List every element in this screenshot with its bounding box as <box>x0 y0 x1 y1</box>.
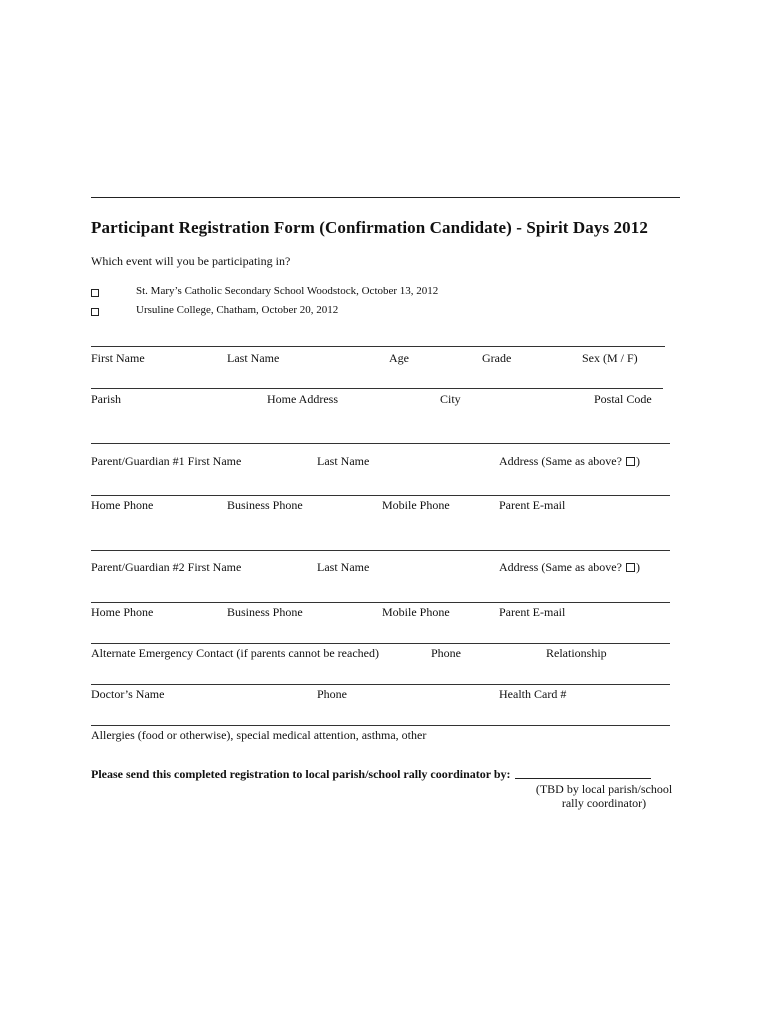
parent2-first-name-label: Parent/Guardian #2 First Name <box>91 560 242 574</box>
event-option-chatham: Ursuline College, Chatham, October 20, 2012 <box>136 304 339 316</box>
parent1-email-label: Parent E-mail <box>499 498 566 512</box>
emergency-contact-label: Alternate Emergency Contact (if parents cannot be reached) <box>91 646 379 660</box>
parent2-same-address-checkbox[interactable] <box>626 563 635 572</box>
event-question: Which event will you be participating in? <box>91 254 291 268</box>
parent2-email-label: Parent E-mail <box>499 605 566 619</box>
parent1-address-prefix: Address (Same as above? <box>499 454 622 468</box>
parish-label: Parish <box>91 392 121 406</box>
send-instruction-text: Please send this completed registration to local parish/school rally coordinator by: <box>91 767 511 781</box>
parent1-last-name-label: Last Name <box>317 454 370 468</box>
postal-code-label: Postal Code <box>594 392 652 406</box>
health-card-label: Health Card # <box>499 687 567 701</box>
top-rule <box>91 197 680 198</box>
parent1-address-label <box>499 454 640 469</box>
deadline-blank[interactable] <box>515 768 651 779</box>
parent2-phone-line[interactable] <box>91 602 670 603</box>
parent2-address-prefix: Address (Same as above? <box>499 560 622 574</box>
parent1-first-name-label: Parent/Guardian #1 First Name <box>91 454 242 468</box>
send-instruction <box>91 767 651 782</box>
parent2-address-suffix: ) <box>635 560 640 574</box>
doctor-line[interactable] <box>91 684 670 685</box>
parent2-home-phone-label: Home Phone <box>91 605 154 619</box>
form-title: Participant Registration Form (Confirmation Candidate) - Spirit Days 2012 <box>91 218 648 237</box>
event-checkbox-chatham[interactable] <box>91 308 99 316</box>
parent1-home-phone-label: Home Phone <box>91 498 154 512</box>
event-option-woodstock: St. Mary’s Catholic Secondary School Woodstock, October 13, 2012 <box>136 285 439 297</box>
age-label: Age <box>389 351 409 365</box>
name-row-line[interactable] <box>91 346 665 347</box>
parent1-business-phone-label: Business Phone <box>227 498 303 512</box>
grade-label: Grade <box>482 351 512 365</box>
city-label: City <box>440 392 461 406</box>
parent1-same-address-checkbox[interactable] <box>626 457 635 466</box>
parent2-business-phone-label: Business Phone <box>227 605 303 619</box>
tbd-note-line2: rally coordinator) <box>561 796 647 810</box>
last-name-label: Last Name <box>227 351 280 365</box>
tbd-note <box>528 782 680 810</box>
sex-label: Sex (M / F) <box>582 351 638 365</box>
doctor-phone-label: Phone <box>317 687 347 701</box>
parent2-last-name-label: Last Name <box>317 560 370 574</box>
parent1-name-line[interactable] <box>91 443 670 444</box>
address-row-line[interactable] <box>91 388 663 389</box>
parent1-address-suffix: ) <box>635 454 640 468</box>
doctor-name-label: Doctor’s Name <box>91 687 165 701</box>
relationship-label: Relationship <box>546 646 607 660</box>
event-checkbox-woodstock[interactable] <box>91 289 99 297</box>
parent2-address-label <box>499 560 640 575</box>
emergency-line[interactable] <box>91 643 670 644</box>
parent2-name-line[interactable] <box>91 550 670 551</box>
tbd-note-line1: (TBD by local parish/school <box>535 782 673 796</box>
parent1-phone-line[interactable] <box>91 495 670 496</box>
allergies-label: Allergies (food or otherwise), special medical attention, asthma, other <box>91 728 427 742</box>
parent1-mobile-phone-label: Mobile Phone <box>382 498 450 512</box>
home-address-label: Home Address <box>267 392 338 406</box>
parent2-mobile-phone-label: Mobile Phone <box>382 605 450 619</box>
first-name-label: First Name <box>91 351 145 365</box>
emergency-phone-label: Phone <box>431 646 461 660</box>
allergies-line[interactable] <box>91 725 670 726</box>
